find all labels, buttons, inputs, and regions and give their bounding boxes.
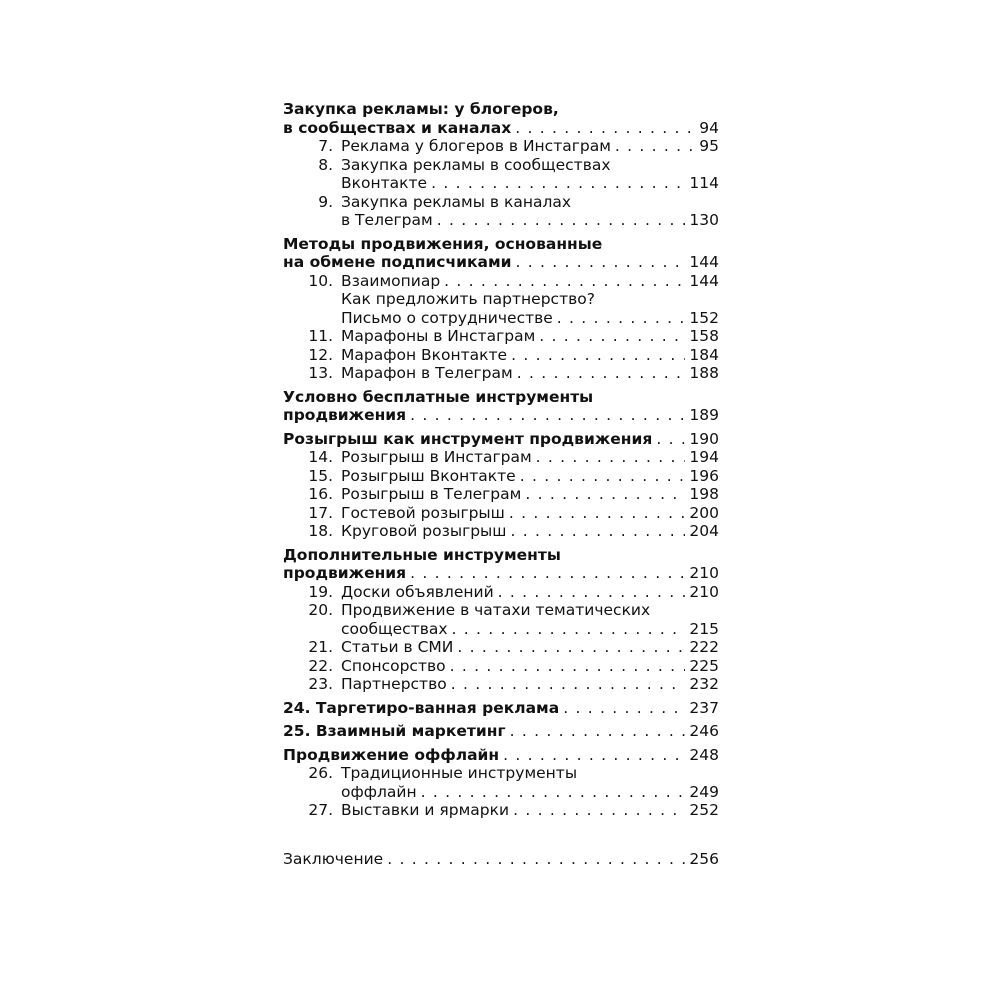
toc-entry: 15. Розыгрыш Вконтакте . . . 196: [283, 467, 719, 486]
toc-section: [283, 430, 719, 541]
section-title-entry: продвижения . . . 210: [283, 564, 719, 583]
toc-entry: 19. Доски объявлений . . . 210: [283, 583, 719, 602]
toc-entry: 12. Марафон Вконтакте . . . 184: [283, 346, 719, 365]
dot-leader: [510, 522, 685, 541]
toc-section: [283, 722, 719, 741]
page-number: 198: [689, 485, 719, 503]
page-number: 114: [689, 174, 719, 192]
page-number: 232: [689, 675, 719, 693]
dot-leader: [503, 746, 685, 765]
dot-leader: [387, 850, 685, 869]
page-number: 94: [699, 118, 719, 137]
toc-entry-continued: Письмо о сотрудничестве . . . 152: [283, 309, 719, 328]
dot-leader: [451, 675, 686, 694]
page-number: 95: [699, 137, 719, 155]
section-title-line: Закупка рекламы: у блогеров,: [283, 100, 559, 118]
toc-entry: 9. Закупка рекламы в каналах: [318, 192, 572, 211]
toc-entry: 7. Реклама у блогеров в Инстаграм . . . 95: [283, 137, 719, 156]
section-title-line: Методы продвижения, основанные: [283, 234, 603, 253]
toc-entry-continued: оффлайн . . . 249: [283, 783, 719, 802]
page-number: 184: [689, 345, 719, 364]
dot-leader: [444, 272, 685, 291]
toc-entry: 17. Гостевой розыгрыш . . . 200: [283, 504, 719, 523]
toc-entry: 23. Партнерство . . . 232: [283, 675, 719, 694]
page-number: 237: [689, 698, 719, 717]
dot-leader: [509, 504, 686, 523]
page-number: 196: [689, 466, 719, 485]
dot-leader: [437, 211, 686, 230]
toc-entry: 18. Круговой розыгрыш . . . 204: [283, 522, 719, 541]
toc-entry: 26. Традиционные инструменты: [308, 764, 578, 782]
dot-leader: [615, 137, 695, 156]
page-number: 225: [689, 656, 719, 675]
table-of-contents: [283, 100, 719, 868]
dot-leader: [536, 448, 686, 467]
dot-leader: [450, 657, 686, 676]
toc-entry-continued: в Телеграм . . . 130: [283, 211, 719, 230]
dot-leader: [520, 467, 686, 486]
toc-entry: 8. Закупка рекламы в сообществах: [318, 155, 611, 174]
page-number: 190: [689, 429, 719, 448]
dot-leader: [510, 722, 686, 741]
page-number: 252: [689, 801, 719, 819]
page-number: 144: [689, 253, 719, 271]
page-number: 130: [689, 211, 719, 229]
toc-entry-continued: сообществах . . . 215: [283, 620, 719, 639]
toc-entry: 11. Марафоны в Инстаграм . . . 158: [283, 327, 719, 346]
page-number: 152: [689, 308, 719, 327]
dot-leader: [457, 638, 685, 657]
page-number: 246: [689, 722, 719, 740]
page-number: 188: [689, 364, 719, 382]
dot-leader: [421, 783, 686, 802]
toc-section: [283, 100, 719, 230]
toc-conclusion-entry: Заключение . . . 256: [283, 850, 719, 869]
toc-section: [283, 235, 719, 383]
toc-section: [283, 388, 719, 425]
section-title-line: Дополнительные инструменты: [283, 545, 561, 564]
page-number: 210: [689, 564, 719, 582]
section-title-entry: 25. Взаимный маркетинг . . . 246: [283, 722, 719, 741]
section-title-entry: Розыгрыш как инструмент продвижения . . . 190: [283, 430, 719, 449]
dot-leader: [557, 309, 686, 328]
page-number: 215: [689, 619, 719, 638]
page-number: 249: [689, 782, 719, 801]
toc-entry: 14. Розыгрыш в Инстаграм . . . 194: [283, 448, 719, 467]
toc-entry: 16. Розыгрыш в Телеграм . . . 198: [283, 485, 719, 504]
dot-leader: [410, 406, 685, 425]
page-number: 158: [689, 327, 719, 345]
dot-leader: [452, 620, 686, 639]
dot-leader: [517, 364, 686, 383]
page-number: 248: [689, 745, 719, 764]
page-number: 210: [689, 582, 719, 601]
page-number: 189: [689, 406, 719, 424]
dot-leader: [498, 583, 686, 602]
toc-entry: 20. Продвижение в чатахи тематических: [308, 601, 651, 619]
page-number: 256: [689, 849, 719, 868]
page-number: 204: [689, 522, 719, 540]
dot-leader: [513, 801, 685, 820]
section-title-entry: продвижения . . . 189: [283, 406, 719, 425]
toc-section: [283, 546, 719, 694]
toc-entry: 22. Спонсорство . . . 225: [283, 657, 719, 676]
section-title-entry: 24. Таргетиро-ванная реклама . . . 237: [283, 699, 719, 718]
section-title-entry: в сообществах и каналах . . . 94: [283, 119, 719, 138]
toc-section: [283, 699, 719, 718]
page-number: 222: [689, 638, 719, 656]
dot-leader: [410, 564, 685, 583]
page-number: 144: [689, 271, 719, 290]
page-number: 200: [689, 503, 719, 522]
dot-leader: [656, 430, 685, 449]
toc-entry-continued: Как предложить партнерство?: [341, 290, 595, 308]
toc-section: [283, 746, 719, 820]
page-number: 194: [689, 448, 719, 466]
dot-leader: [431, 174, 685, 193]
dot-leader: [563, 699, 685, 718]
toc-entry: 27. Выставки и ярмарки . . . 252: [283, 801, 719, 820]
section-title-entry: на обмене подписчиками . . . 144: [283, 253, 719, 272]
toc-entry: 13. Марафон в Телеграм . . . 188: [283, 364, 719, 383]
dot-leader: [511, 346, 685, 365]
dot-leader: [515, 119, 695, 138]
dot-leader: [539, 327, 685, 346]
section-title-line: Условно бесплатные инструменты: [283, 387, 594, 406]
section-title-entry: Продвижение оффлайн . . . 248: [283, 746, 719, 765]
dot-leader: [525, 485, 685, 504]
toc-entry: 10. Взаимопиар . . . 144: [283, 272, 719, 291]
toc-entry: 21. Статьи в СМИ . . . 222: [283, 638, 719, 657]
dot-leader: [515, 253, 685, 272]
toc-entry-continued: Вконтакте . . . 114: [283, 174, 719, 193]
